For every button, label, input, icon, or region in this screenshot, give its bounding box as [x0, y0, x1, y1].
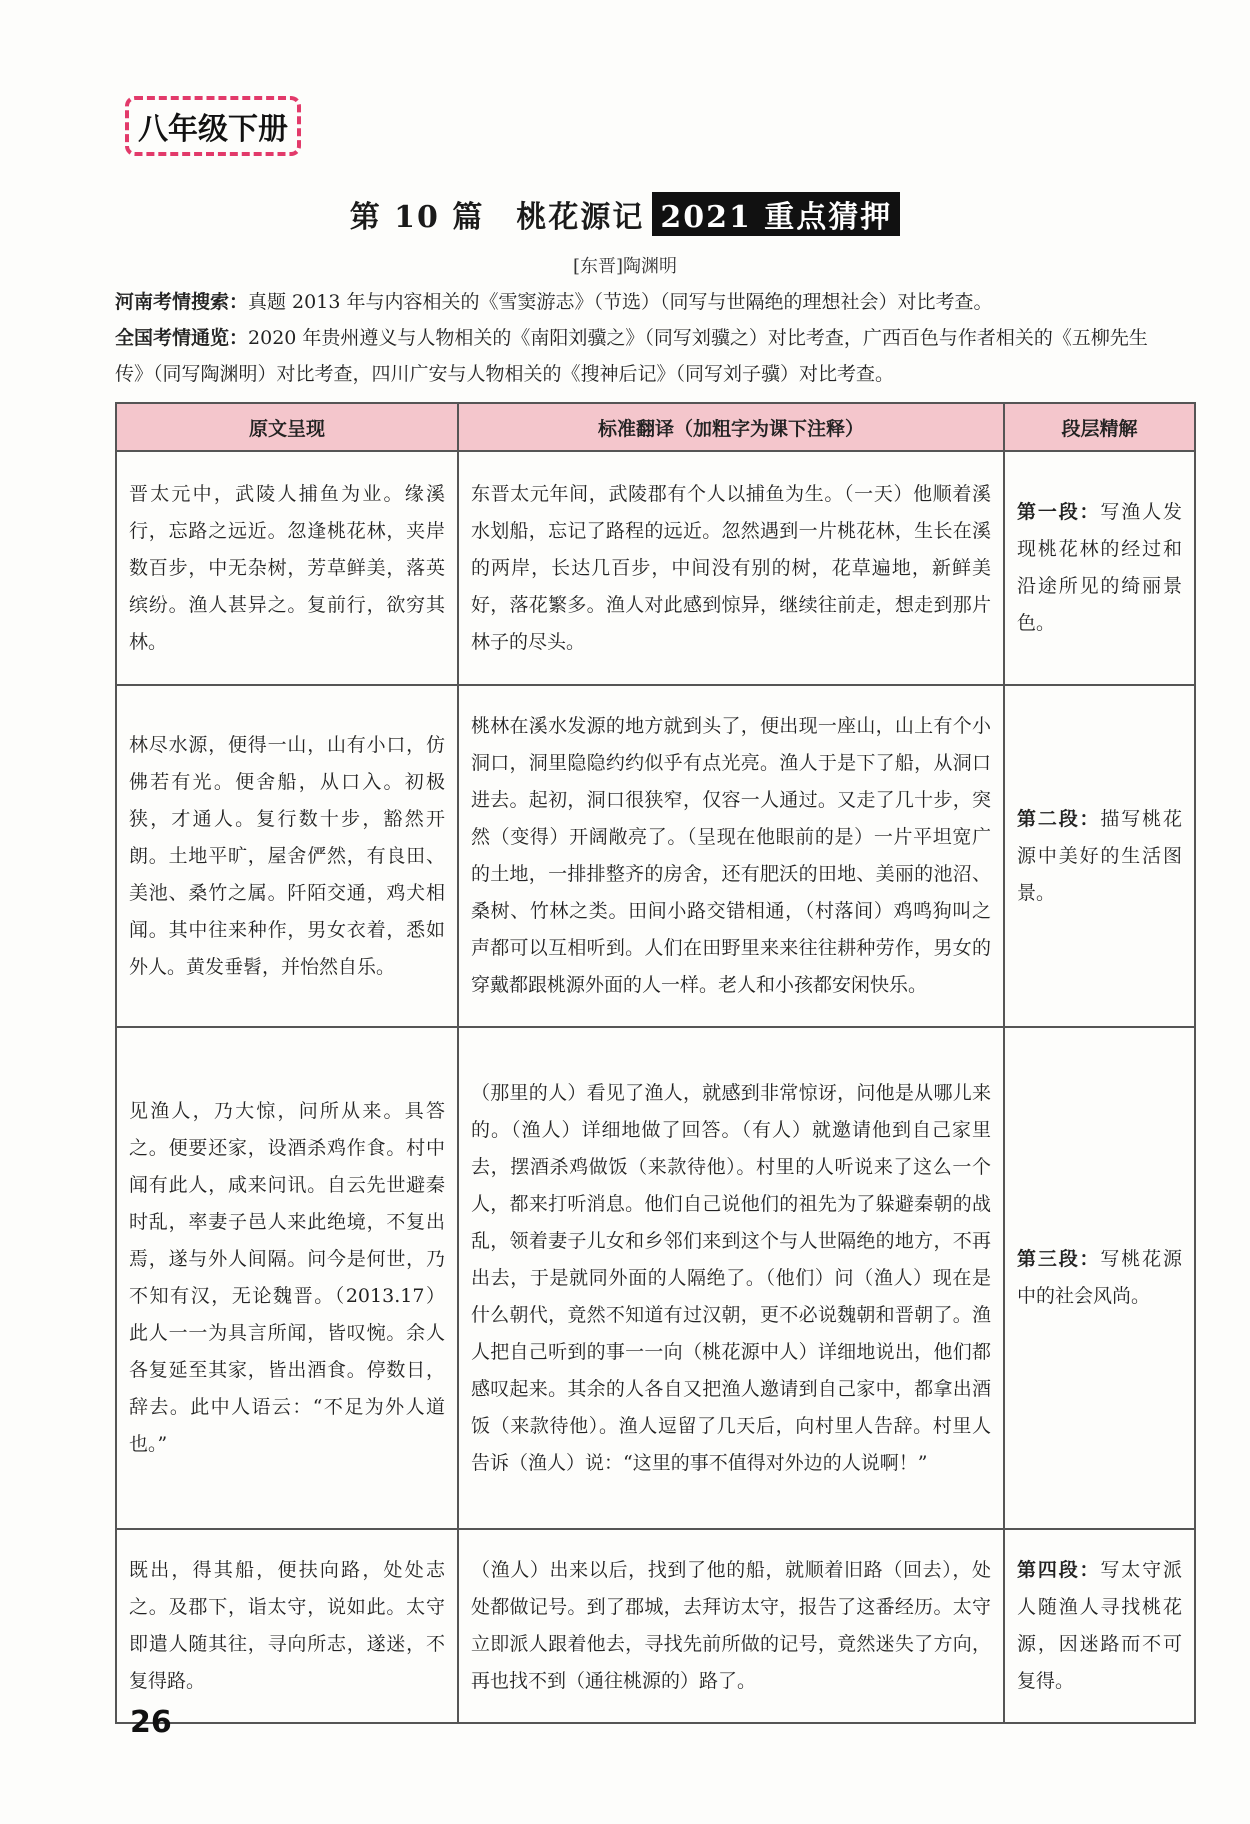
translation-cell: （渔人）出来以后，找到了他的船，就顺着旧路（回去），处处都做记号。到了郡城，去拜访太守，报告了这番经历。太守立即派人跟着他去，寻找先前所做的记号，竟然迷失了方向，再也找不到（通往桃源的）路了。 [458, 1529, 1004, 1723]
analysis-cell [1004, 1027, 1195, 1529]
segment-heading: 第四段： [1017, 1559, 1101, 1581]
title-tag: 2021 重点猜押 [652, 192, 900, 236]
grade-badge: 八年级下册 [125, 96, 301, 156]
segment-heading: 第二段： [1017, 807, 1101, 830]
page-number: 26 [130, 1705, 172, 1740]
analysis-cell [1004, 1529, 1195, 1723]
segment-text: 写桃花源中的社会风尚。 [1017, 1248, 1182, 1307]
table-header-row [116, 403, 1195, 451]
translation-cell: 桃林在溪水发源的地方就到头了，便出现一座山，山上有个小洞口，洞里隐隐约约似乎有点光亮。渔人于是下了船，从洞口进去。起初，洞口很狭窄，仅容一人通过。又走了几十步，突然（变得）开阔敞亮了。（呈现在他眼前的是）一片平坦宽广的土地，一排排整齐的房舍，还有肥沃的田地、美丽的池沼、桑树、竹林之类。田间小路交错相通，（村落间）鸡鸣狗叫之声都可以互相听到。人们在田野里来来往往耕种劳作，男女的穿戴都跟桃源外面的人一样。老人和小孩都安闲快乐。 [458, 685, 1004, 1027]
segment-heading: 第三段： [1017, 1248, 1101, 1270]
national-info [115, 320, 1175, 392]
header-analysis: 段层精解 [1004, 403, 1195, 451]
segment-heading: 第一段： [1017, 501, 1101, 523]
translation-cell: 东晋太元年间，武陵郡有个人以捕鱼为生。（一天）他顺着溪水划船，忘记了路程的远近。忽然遇到一片桃花林，生长在溪的两岸，长达几百步，中间没有别的树，花草遍地，新鲜美好，落花繁多。渔人对此感到惊异，继续往前走，想走到那片林子的尽头。 [458, 451, 1004, 685]
text-table [115, 402, 1196, 1724]
analysis-cell [1004, 685, 1195, 1027]
segment-text: 写太守派人随渔人寻找桃花源，因迷路而不可复得。 [1017, 1559, 1182, 1692]
national-text: 2020 年贵州遵义与人物相关的《南阳刘骥之》（同写刘骥之）对比考查，广西百色与作者相关的《五柳先生传》（同写陶渊明）对比考查，四川广安与人物相关的《搜神后记》（同写刘子骥）对比考查。 [115, 327, 1148, 385]
national-label: 全国考情通览： [115, 327, 249, 349]
segment-text: 描写桃花源中美好的生活图景。 [1017, 807, 1182, 904]
page-title [0, 192, 1250, 236]
author: [东晋]陶渊明 [572, 256, 678, 277]
table-row [116, 451, 1195, 685]
henan-label: 河南考情搜索： [115, 291, 249, 313]
header-translation: 标准翻译（加粗字为课下注释） [458, 403, 1004, 451]
henan-info [115, 284, 1175, 320]
translation-cell: （那里的人）看见了渔人，就感到非常惊讶，问他是从哪儿来的。（渔人）详细地做了回答。（有人）就邀请他到自己家里去，摆酒杀鸡做饭（来款待他）。村里的人听说来了这么一个人，都来打听消息。他们自己说他们的祖先为了躲避秦朝的战乱，领着妻子儿女和乡邻们来到这个与人世隔绝的地方，不再出去，于是就同外面的人隔绝了。（他们）问（渔人）现在是什么朝代，竟然不知道有过汉朝，更不必说魏朝和晋朝了。渔人把自己听到的事一一向（桃花源中人）详细地说出，他们都感叹起来。其余的人各自又把渔人邀请到自己家中，都拿出酒饭（来款待他）。渔人逗留了几天后，向村里人告辞。村里人告诉（渔人）说：“这里的事不值得对外边的人说啊！” [458, 1027, 1004, 1529]
table-row [116, 1027, 1195, 1529]
table-row [116, 685, 1195, 1027]
segment-text: 写渔人发现桃花林的经过和沿途所见的绮丽景色。 [1017, 501, 1182, 634]
table-row [116, 1529, 1195, 1723]
original-cell: 既出，得其船，便扶向路，处处志之。及郡下，诣太守，说如此。太守即遣人随其往，寻向所志，遂迷，不复得路。 [116, 1529, 458, 1723]
header-original: 原文呈现 [116, 403, 458, 451]
title-text: 第 10 篇 桃花源记 [349, 200, 645, 235]
analysis-cell [1004, 451, 1195, 685]
original-cell: 晋太元中，武陵人捕鱼为业。缘溪行，忘路之远近。忽逢桃花林，夹岸数百步，中无杂树，芳草鲜美，落英缤纷。渔人甚异之。复前行，欲穷其林。 [116, 451, 458, 685]
original-cell: 林尽水源，便得一山，山有小口，仿佛若有光。便舍船，从口入。初极狭，才通人。复行数十步，豁然开朗。土地平旷，屋舍俨然，有良田、美池、桑竹之属。阡陌交通，鸡犬相闻。其中往来种作，男女衣着，悉如外人。黄发垂髫，并怡然自乐。 [116, 685, 458, 1027]
original-cell: 见渔人，乃大惊，问所从来。具答之。便要还家，设酒杀鸡作食。村中闻有此人，咸来问讯。自云先世避秦时乱，率妻子邑人来此绝境，不复出焉，遂与外人间隔。问今是何世，乃不知有汉，无论魏晋。（2013.17）此人一一为具言所闻，皆叹惋。余人各复延至其家，皆出酒食。停数日，辞去。此中人语云：“不足为外人道也。” [116, 1027, 458, 1529]
henan-text: 真题 2013 年与内容相关的《雪窦游志》（节选）（同写与世隔绝的理想社会）对比考查。 [248, 291, 993, 313]
